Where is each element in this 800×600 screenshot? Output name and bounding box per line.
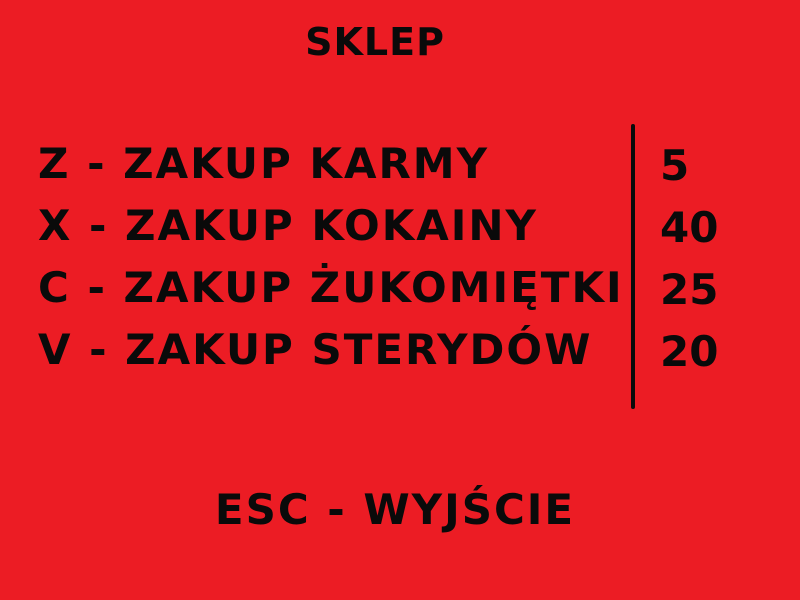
exit-option[interactable]: ESC - WYJŚCIE [214,485,576,534]
shop-item-kokaina[interactable]: X - ZAKUP KOKAINY [38,201,538,250]
shop-item-karma[interactable]: Z - ZAKUP KARMY [38,139,490,188]
price-kokaina: 40 [660,203,719,252]
price-zukomietki: 25 [660,265,719,314]
shop-prices-list [660,140,780,388]
price-divider [631,124,635,409]
shop-item-zukomietki[interactable]: C - ZAKUP ŻUKOMIĘTKI [38,263,624,312]
shop-item-sterydy[interactable]: V - ZAKUP STERYDÓW [38,325,593,374]
price-sterydy: 20 [660,327,719,376]
shop-items-list [38,138,628,386]
price-karma: 5 [660,141,690,190]
shop-title: SKLEP [305,20,445,64]
